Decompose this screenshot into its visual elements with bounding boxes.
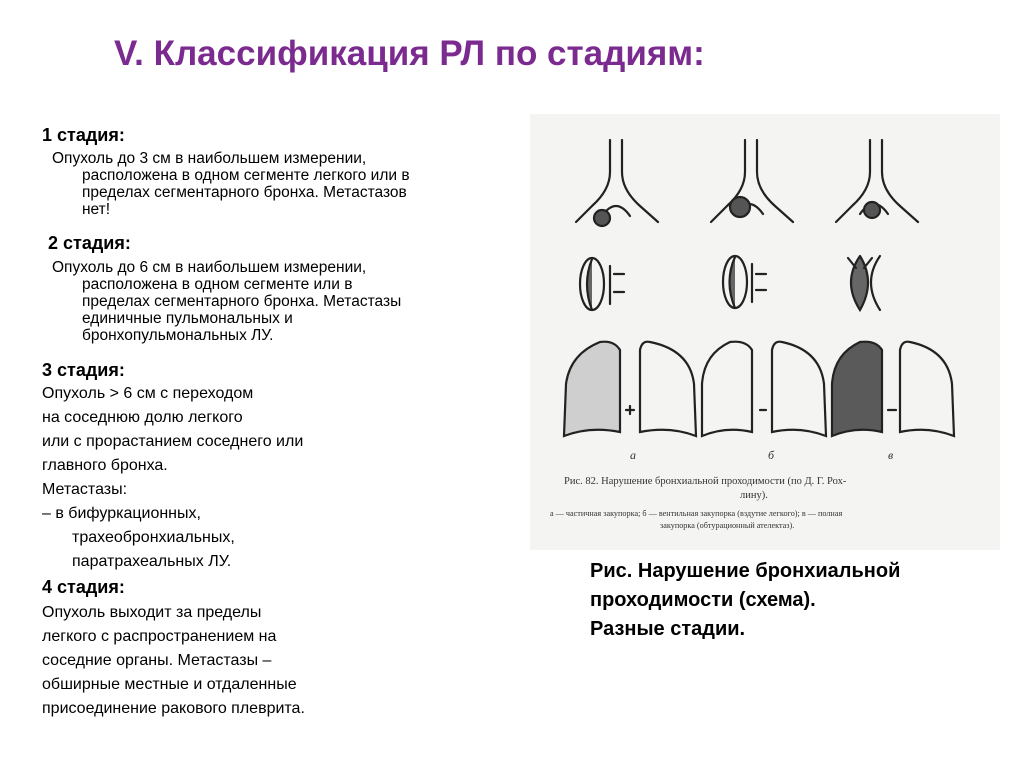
tumor-a (594, 210, 610, 226)
scan-caption-line: лину). (740, 490, 768, 501)
stage-3-line: Опухоль > 6 см с переходом (42, 385, 254, 402)
stage-3-line: главного бронха. (42, 457, 168, 474)
scan-legend-line: закупорка (обтурационный ателектаз). (660, 521, 795, 530)
lung-pair-b (702, 342, 826, 436)
stage-3-line: – в бифуркационных, (42, 505, 201, 522)
stage-1-heading: 1 стадия: (42, 125, 125, 145)
figure-caption (590, 557, 1010, 644)
stage-4-line: обширные местные и отдаленные (42, 676, 297, 693)
stage-3-line: трахеобронхиальных, (72, 529, 235, 546)
stage-4-line: соседние органы. Метастазы – (42, 652, 272, 669)
stage-4-line: легкого с распространением на (42, 628, 277, 645)
caption-line: Разные стадии. (590, 618, 746, 640)
stage-3-line: Метастазы: (42, 481, 128, 498)
stage-4-heading: 4 стадия: (42, 577, 125, 597)
scan-legend-line: а — частичная закупорка; б — вентильная закупорка (вздутие легкого); в — полная (550, 509, 843, 518)
figure-label-b: б (768, 448, 775, 462)
bifurcation-b (711, 140, 793, 222)
stage-2-line: бронхопульмональных ЛУ. (82, 327, 274, 344)
figure-label-v: в (888, 448, 894, 462)
tumor-v (864, 202, 880, 218)
stage-2-line: пределах сегментарного бронха. Метастазы (82, 293, 402, 310)
caption-line: Рис. Нарушение бронхиальной (590, 560, 901, 582)
stage-4-line: Опухоль выходит за пределы (42, 604, 262, 621)
stage-2-line: Опухоль до 6 см в наибольшем измерении, (52, 259, 367, 276)
stage-3-line: на соседнюю долю легкого (42, 409, 243, 426)
lung-pair-a (564, 342, 696, 436)
slide-title: V. Классификация РЛ по стадиям: (114, 34, 705, 73)
bifurcation-a (576, 140, 658, 222)
scan-caption-line: Рис. 82. Нарушение бронхиальной проходимости (по Д. Г. Рох- (564, 476, 847, 487)
tumor-b (730, 197, 750, 217)
bronchial-obstruction-figure (530, 114, 1000, 550)
caption-line: проходимости (схема). (590, 589, 816, 611)
stage-1-line: расположена в одном сегменте легкого или в (82, 167, 410, 184)
valve-section-v (848, 256, 880, 310)
stage-1-line: нет! (82, 201, 111, 218)
stage-1-line: Опухоль до 3 см в наибольшем измерении, (52, 150, 367, 167)
stage-3-line: паратрахеальных ЛУ. (72, 553, 232, 570)
stage-3-line: или с прорастанием соседнего или (42, 433, 304, 450)
valve-section-b (723, 256, 766, 308)
stage-2-line: расположена в одном сегменте или в (82, 276, 353, 293)
stage-3-heading: 3 стадия: (42, 360, 125, 380)
stage-2-heading: 2 стадия: (48, 233, 131, 253)
stage-2-line: единичные пульмональных и (82, 310, 293, 327)
stage-1-line: пределах сегментарного бронха. Метастазов (82, 184, 407, 201)
valve-section-a (580, 258, 624, 310)
lung-pair-v (832, 342, 954, 436)
figure-label-a: а (630, 448, 636, 462)
bronchial-obstruction-scheme (530, 114, 1000, 550)
stage-4-line: присоединение ракового плеврита. (42, 700, 305, 717)
